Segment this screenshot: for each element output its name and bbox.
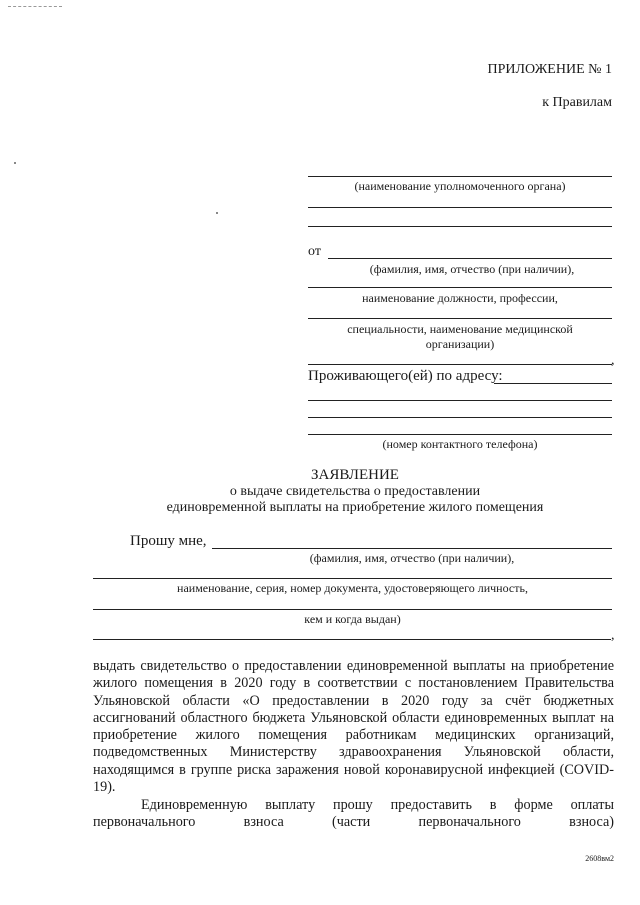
applicant-fio-line[interactable]: [328, 258, 612, 259]
issued-line-2[interactable]: [93, 639, 611, 640]
scan-speck: [14, 162, 16, 164]
body-text: [93, 658, 614, 796]
request-fio-caption: (фамилия, имя, отчество (при наличии),: [309, 551, 515, 565]
phone-line[interactable]: [308, 434, 612, 435]
request-label: Прошу мне,: [130, 533, 207, 549]
residence-label: Проживающего(ей) по адресу:: [308, 368, 503, 384]
doc-caption: наименование, серия, номер документа, удостоверяющего личность,: [177, 581, 528, 595]
scan-speck: [216, 212, 218, 214]
position-caption: наименование должности, профессии,: [362, 291, 558, 305]
footer-code: 2608вм2: [585, 854, 614, 863]
specialty-caption-2: организации): [425, 337, 495, 351]
title-line-2: единовременной выплаты на приобретение жилого помещения: [166, 500, 544, 515]
comma: ,: [611, 353, 615, 368]
organization-line[interactable]: [308, 364, 612, 365]
org-caption: (наименование уполномоченного органа): [354, 179, 566, 193]
document-title: ЗАЯВЛЕНИЕ: [311, 467, 399, 483]
org-name-line[interactable]: [308, 176, 612, 177]
body-paragraph-1: выдать свидетельство о предоставлении единовременной выплаты на приобретение жилого помещения в 2020 году в соответствии с постановлением Правительства Ульяновской области «О предоставлении в 2020 году за счёт бюджетных ассигнований областного бюджета Ульяновской области единовременных выплат на приобретение жилого помещения работникам медицинских организаций, подведомственных Министерству здравоохранения Ульяновской области, находящимся в группе риска заражения новой коронавирусной инфекцией (COVID-19).: [93, 658, 614, 796]
request-comma: ,: [611, 628, 615, 643]
address-line-3[interactable]: [308, 417, 612, 418]
specialty-line[interactable]: [308, 318, 612, 319]
specialty-caption-1: специальности, наименование медицинской: [347, 322, 573, 336]
org-name-line-3[interactable]: [308, 226, 612, 227]
issued-caption: кем и когда выдан): [304, 612, 401, 626]
from-label: от: [308, 244, 321, 259]
issued-line[interactable]: [93, 609, 612, 610]
org-name-line-2[interactable]: [308, 207, 612, 208]
recipient-fio-line[interactable]: [212, 548, 612, 549]
title-line-1: о выдаче свидетельства о предоставлении: [229, 484, 481, 499]
scan-mark: [8, 6, 62, 7]
address-line-2[interactable]: [308, 400, 612, 401]
fio-caption: (фамилия, имя, отчество (при наличии),: [369, 262, 575, 276]
body-paragraph-2: Единовременную выплату прошу предоставить в форме оплаты первоначального взноса (части первоначального взноса): [93, 797, 614, 831]
rules-reference: к Правилам: [542, 95, 612, 110]
address-line-1[interactable]: [494, 383, 612, 384]
id-document-line[interactable]: [93, 578, 612, 579]
position-line[interactable]: [308, 287, 612, 288]
phone-caption: (номер контактного телефона): [382, 437, 538, 451]
body-text-2: [93, 797, 614, 832]
appendix-number: ПРИЛОЖЕНИЕ № 1: [487, 62, 612, 77]
